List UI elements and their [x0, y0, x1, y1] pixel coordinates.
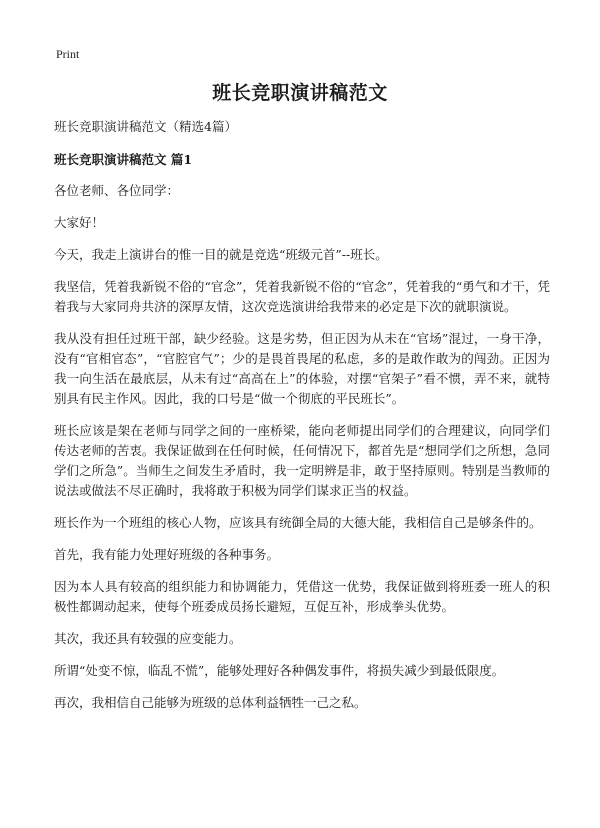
paragraph: 班长作为一个班组的核心人物，应该具有统御全局的大德大能，我相信自己是够条件的。 — [54, 515, 542, 530]
print-link[interactable]: Print — [56, 47, 80, 61]
paragraph: 我从没有担任过班干部，缺少经验。这是劣势，但正因为从未在“官场”混过，一身干净，没有“官相官态”，“官腔官气”；少的是畏首畏尾的私虑，多的是敢作敢为的闯劲。正因为我一向生活在最底层，从未有过“高高在上”的体验，对摆“官架子”看不惯，弄不来，就特别具有民主作风。因此，我的口号是“做一个彻底的平民班长”。 — [54, 331, 550, 406]
paragraph: 所谓“处变不惊，临乱不慌”，能够处理好各种偶发事件，将损失减少到最低限度。 — [54, 663, 505, 678]
paragraph-hello: 大家好！ — [54, 215, 105, 230]
document-body — [54, 117, 550, 725]
paragraph: 今天，我走上演讲台的惟一目的就是竞选“班级元首”--班长。 — [54, 247, 388, 262]
paragraph-greeting: 各位老师、各位同学： — [54, 183, 180, 198]
paragraph: 再次，我相信自己能够为班级的总体利益牺牲一己之私。 — [54, 695, 367, 710]
paragraph: 我坚信，凭着我新锐不俗的“官念”，凭着我新锐不俗的“官念”，凭着我的“勇气和才干，凭着我与大家同舟共济的深厚友情，这次竞选演讲给我带来的必定是下次的就职演说。 — [54, 279, 550, 314]
paragraph: 其次，我还具有较强的应变能力。 — [54, 631, 242, 646]
paragraph: 首先，我有能力处理好班级的各种事务。 — [54, 547, 280, 562]
section-heading: 班长竞职演讲稿范文 篇1 — [54, 152, 193, 167]
paragraph: 班长应该是架在老师与同学之间的一座桥梁，能向老师提出同学们的合理建议，向同学们传达老师的苦衷。我保证做到在任何时候，任何情况下，都首先是“想同学们之所想，急同学们之所急”。当师生之间发生矛盾时，我一定明辨是非，敢于坚持原则。特别是当教师的说法或做法不尽正确时，我将敢于积极为同学们谋求正当的权益。 — [54, 423, 550, 498]
document-subtitle: 班长竞职演讲稿范文（精选4篇） — [54, 119, 237, 134]
document-title: 班长竞职演讲稿范文 — [212, 82, 388, 104]
paragraph: 因为本人具有较高的组织能力和协调能力，凭借这一优势，我保证做到将班委一班人的积极性都调动起来，使每个班委成员扬长避短，互促互补，形成拳头优势。 — [54, 579, 550, 614]
